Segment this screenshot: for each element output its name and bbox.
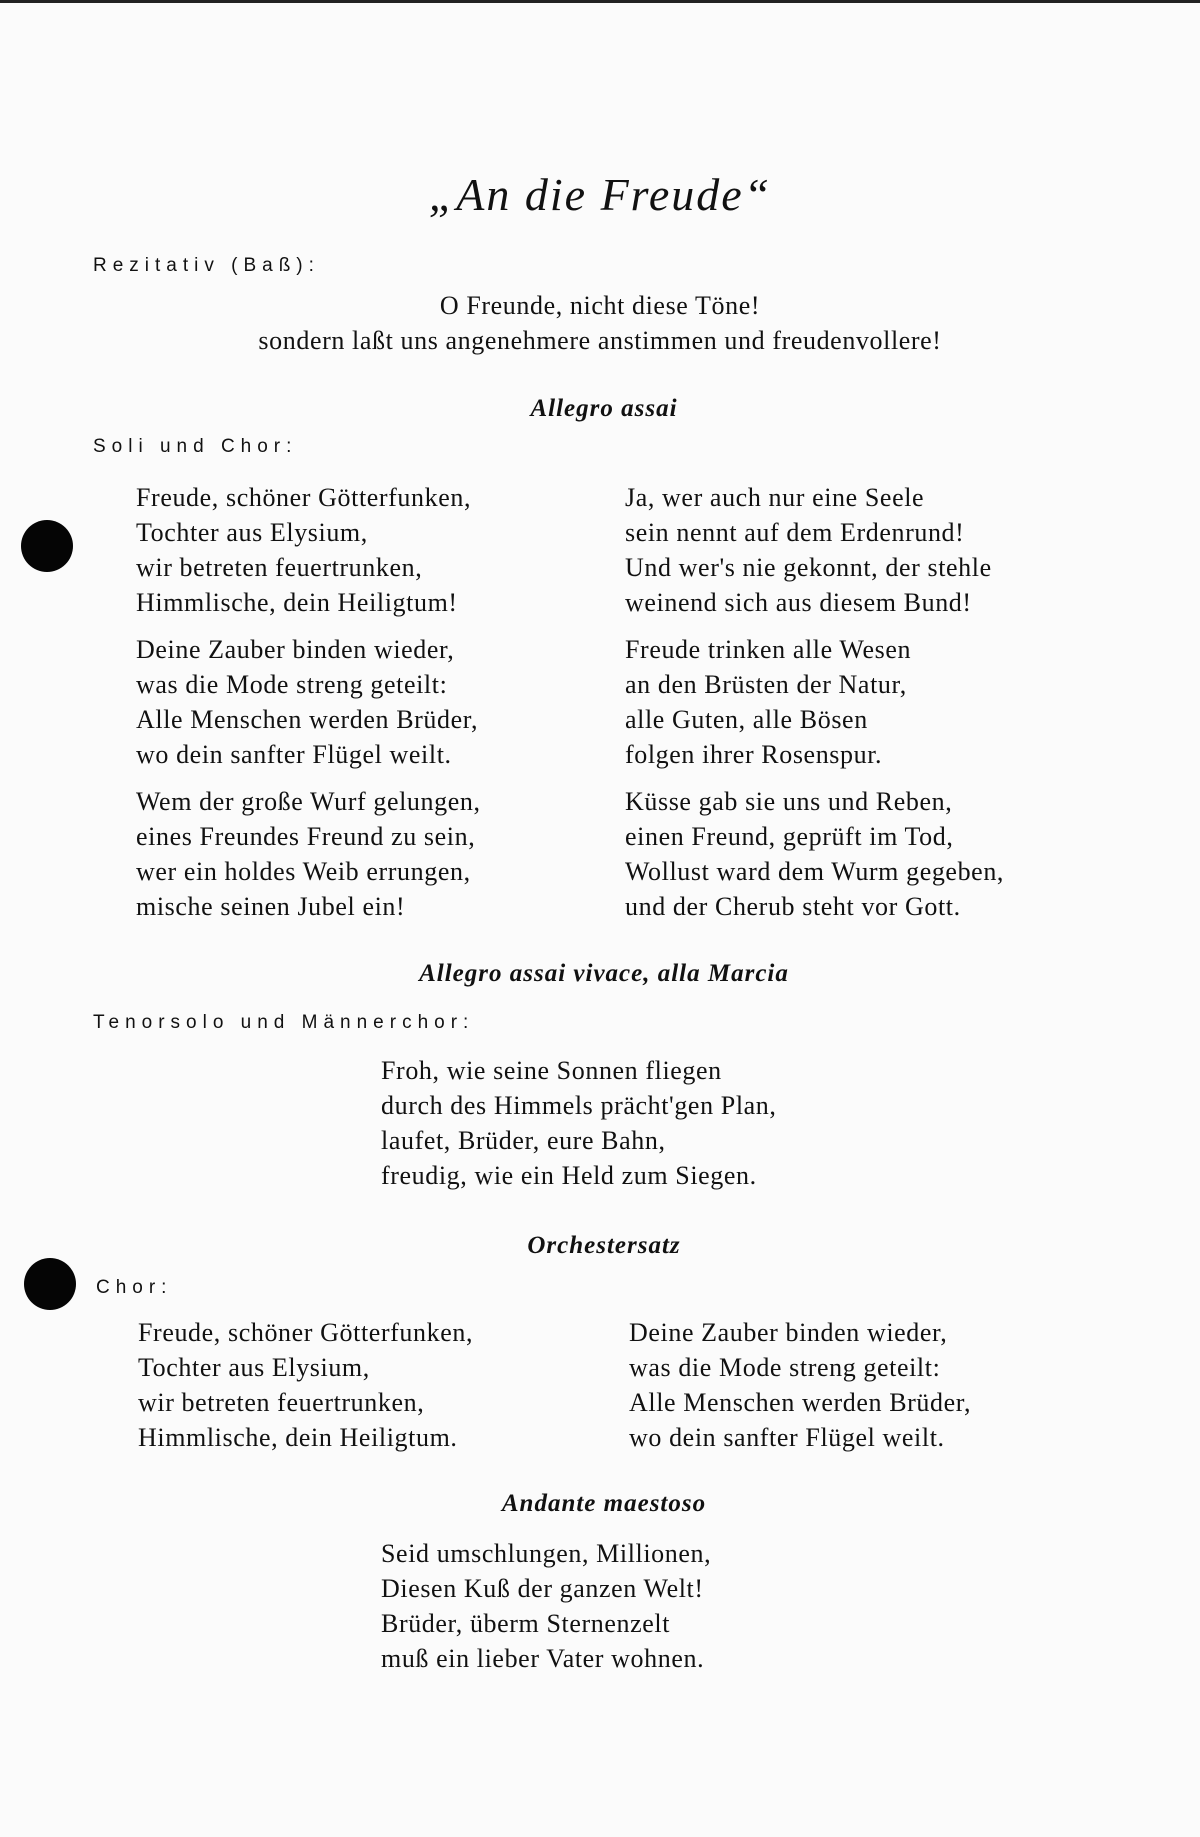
verse-line: Küsse gab sie uns und Reben, bbox=[625, 787, 953, 816]
verse-line: durch des Himmels prächt'gen Plan, bbox=[381, 1091, 777, 1120]
chor-label: Chor: bbox=[96, 1277, 173, 1298]
verse-line: Diesen Kuß der ganzen Welt! bbox=[381, 1574, 704, 1603]
verse-line: eines Freundes Freund zu sein, bbox=[136, 822, 476, 851]
verse-line: Brüder, überm Sternenzelt bbox=[381, 1609, 671, 1638]
verse-line: Und wer's nie gekonnt, der stehle bbox=[625, 553, 992, 582]
stanza bbox=[625, 632, 1004, 772]
tempo-orchestersatz: Orchestersatz bbox=[527, 1232, 681, 1259]
tempo-andante-maestoso: Andante maestoso bbox=[501, 1490, 707, 1517]
punch-hole bbox=[21, 520, 73, 572]
stanza bbox=[136, 632, 481, 772]
verse-line: Wem der große Wurf gelungen, bbox=[136, 787, 481, 816]
verse-line: Himmlische, dein Heiligtum! bbox=[136, 588, 458, 617]
verse-line: Himmlische, dein Heiligtum. bbox=[138, 1423, 458, 1452]
verse-line: Freude trinken alle Wesen bbox=[625, 635, 912, 664]
stanza bbox=[625, 784, 1004, 924]
verse-line: Deine Zauber binden wieder, bbox=[629, 1318, 948, 1347]
verse-line: wir betreten feuertrunken, bbox=[136, 553, 423, 582]
verse-line: einen Freund, geprüft im Tod, bbox=[625, 822, 954, 851]
verse-line: Freude, schöner Götterfunken, bbox=[136, 483, 472, 512]
verse-line: wir betreten feuertrunken, bbox=[138, 1388, 425, 1417]
verse-line: mische seinen Jubel ein! bbox=[136, 892, 406, 921]
tenorsolo-label: Tenorsolo und Männerchor: bbox=[93, 1012, 475, 1033]
verse-line: was die Mode streng geteilt: bbox=[136, 670, 448, 699]
top-rule bbox=[0, 0, 1200, 3]
verse-line: wo dein sanfter Flügel weilt. bbox=[136, 740, 452, 769]
verse-line: wo dein sanfter Flügel weilt. bbox=[629, 1423, 945, 1452]
verse-line: was die Mode streng geteilt: bbox=[629, 1353, 941, 1382]
tempo-alla-marcia: Allegro assai vivace, alla Marcia bbox=[419, 960, 789, 987]
verse-line: wer ein holdes Weib errungen, bbox=[136, 857, 471, 886]
recitative-line: sondern laßt uns angenehmere anstimmen und freudenvollere! bbox=[258, 326, 942, 355]
stanzas-right bbox=[625, 480, 1004, 936]
verse-line: an den Brüsten der Natur, bbox=[625, 670, 907, 699]
chor-right bbox=[629, 1315, 971, 1455]
verse-line: Deine Zauber binden wieder, bbox=[136, 635, 455, 664]
stanza bbox=[136, 784, 481, 924]
recitative-line: O Freunde, nicht diese Töne! bbox=[439, 291, 761, 320]
verse-line: Alle Menschen werden Brüder, bbox=[629, 1388, 972, 1417]
verse-line: weinend sich aus diesem Bund! bbox=[625, 588, 972, 617]
tenor-verse bbox=[381, 1053, 777, 1193]
tempo-allegro-assai: Allegro assai bbox=[530, 395, 678, 422]
page-title: „An die Freude“ bbox=[428, 169, 772, 220]
verse-line: Alle Menschen werden Brüder, bbox=[136, 705, 479, 734]
verse-line: folgen ihrer Rosenspur. bbox=[625, 740, 883, 769]
verse-line: Wollust ward dem Wurm gegeben, bbox=[625, 857, 1005, 886]
verse-line: sein nennt auf dem Erdenrund! bbox=[625, 518, 965, 547]
verse-line: laufet, Brüder, eure Bahn, bbox=[381, 1126, 666, 1155]
verse-line: freudig, wie ein Held zum Siegen. bbox=[381, 1161, 757, 1190]
verse-line: Seid umschlungen, Millionen, bbox=[381, 1539, 712, 1568]
verse-line: Tochter aus Elysium, bbox=[138, 1353, 370, 1382]
andante-verse bbox=[381, 1536, 711, 1676]
soli-chor-label: Soli und Chor: bbox=[93, 436, 298, 457]
verse-line: Tochter aus Elysium, bbox=[136, 518, 368, 547]
verse-line: Froh, wie seine Sonnen fliegen bbox=[381, 1056, 722, 1085]
stanza bbox=[625, 480, 1004, 620]
stanzas-left bbox=[136, 480, 481, 936]
recitative-label: Rezitativ (Baß): bbox=[93, 255, 320, 276]
verse-line: alle Guten, alle Bösen bbox=[625, 705, 868, 734]
verse-line: muß ein lieber Vater wohnen. bbox=[381, 1644, 705, 1673]
verse-line: und der Cherub steht vor Gott. bbox=[625, 892, 961, 921]
verse-line: Freude, schöner Götterfunken, bbox=[138, 1318, 474, 1347]
stanza bbox=[136, 480, 481, 620]
verse-line: Ja, wer auch nur eine Seele bbox=[625, 483, 925, 512]
chor-left bbox=[138, 1315, 473, 1455]
punch-hole bbox=[24, 1258, 76, 1310]
recitative-text bbox=[150, 288, 1050, 358]
